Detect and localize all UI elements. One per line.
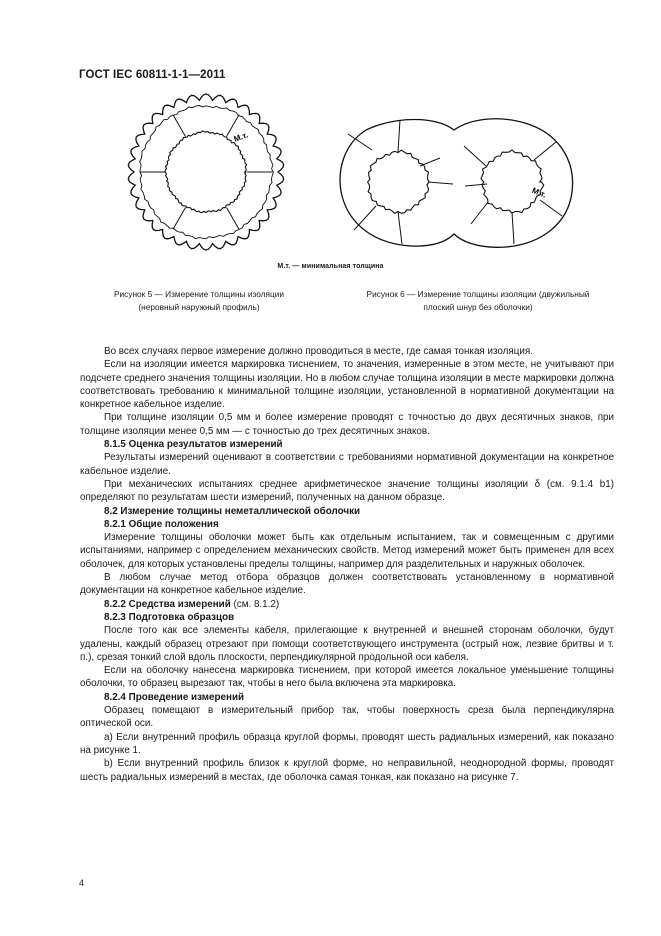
fig5-mt-label: М.т. <box>232 130 250 144</box>
fig6-measurement-line <box>534 142 556 160</box>
section-heading-8-2-2: 8.2.2 Средства измерений (см. 8.1.2) <box>104 598 280 610</box>
paragraph: В любом случае метод отбора образцов должен соответствовать установленному в нормативной документации на конкретное кабельное изделие. <box>80 572 614 597</box>
section-heading-8-2-4: 8.2.4 Проведение измерений <box>104 691 245 703</box>
fig6-measurement-line <box>465 184 487 186</box>
fig6-measurement-line <box>348 134 372 150</box>
paragraph: После того как все элементы кабеля, прилегающие к внутренней и внешней сторонам оболочки, будут удалены, каждый образец отрезают при помощи соответствующего инструмента (острый нож, лезвие бритвы и т. п.), срезая тонкий слой вдоль плоскости, перпендикулярной продольной оси кабеля. <box>80 625 614 663</box>
paragraph: Если на изоляции имеется маркировка тиснением, то значения, измеренные в этом месте, не учитывают при подсчете среднего значения толщины изоляции. Но в любом случае толщина изоляции в месте маркировки должна соответствовать требованию к минимальной толщине изоляции, установленной в нормативной документации на конкретное кабельное изделие. <box>80 359 614 411</box>
paragraph: При толщине изоляции 0,5 мм и более измерение проводят с точностью до двух десятичных знаков, при толщине изоляции менее 0,5 мм — с точностью до трех десятичных знаков. <box>80 412 614 437</box>
fig6-mt-label: М.т. <box>530 185 548 200</box>
figure-5-caption: Рисунок 5 — Измерение толщины изоляции (неровный наружный профиль) <box>114 289 284 312</box>
paragraph: b) Если внутренний профиль близок к круглой форме, но неправильной, неоднородной формы, проводят шесть радиальных измерений в местах, где оболочка самая тонкая, как показано на рисунке 7. <box>80 758 614 783</box>
figure-6-caption: Рисунок 6 — Измерение толщины изоляции (двужильный плоский шнур без оболочки) <box>366 289 590 312</box>
section-heading-8-2-3: 8.2.3 Подготовка образцов <box>104 611 235 623</box>
section-heading-8-2-1: 8.2.1 Общие положения <box>104 518 219 530</box>
fig6-left-core-profile <box>368 150 430 213</box>
document-body <box>80 345 614 784</box>
fig5-measurement-line <box>227 208 240 230</box>
fig6-measurement-line <box>540 200 562 216</box>
paragraph: При механических испытаниях среднее арифметическое значение толщины изоляции δ (см. 9.1.4 b1) определяют по результатам шести измерений, полученных на данном образце. <box>80 478 614 504</box>
fig6-measurement-line <box>398 212 402 244</box>
paragraph: a) Если внутренний профиль образца круглой формы, проводят шесть радиальных измерений, как показано на рисунке 1. <box>80 731 614 756</box>
paragraph: Образец помещают в измерительный прибор так, чтобы поверхность среза была перпендикулярна оптической оси. <box>80 705 614 730</box>
fig6-measurement-line <box>471 202 488 224</box>
figure-legend: М.т. — минимальная толщина <box>277 263 384 270</box>
fig5-inner-profile <box>165 131 247 213</box>
section-heading-8-2: 8.2 Измерение толщины неметаллической оболочки <box>104 505 361 517</box>
fig6-measurement-lines <box>348 120 562 244</box>
paragraph: Во всех случаях первое измерение должно проводиться в месте, где самая тонкая изоляция. <box>104 346 533 357</box>
fig5-measurement-line <box>173 208 186 230</box>
fig6-measurement-line <box>512 212 514 244</box>
figure-5-diagram <box>120 88 295 258</box>
fig6-outer-profile <box>340 119 572 248</box>
page-number: 4 <box>79 878 85 888</box>
paragraph: Измерение толщины оболочки может быть как отдельным испытанием, так и совмещенным с другими испытаниями, например с определением механических свойств. Метод измерений может быть применен для всех оболочек, для которых установлены пределы толщины, например для разделительных и наружных оболочек. <box>80 532 614 570</box>
paragraph: Если на оболочку нанесена маркировка тиснением, при которой имеется локальное уменьшение толщины оболочки, то образец вырезают так, чтобы в него была включена эта маркировка. <box>80 665 614 690</box>
fig5-measurement-line <box>173 115 186 137</box>
fig6-measurement-line <box>428 182 453 184</box>
figure-6-diagram <box>336 116 576 250</box>
paragraph: Результаты измерений оценивают в соответствии с требованиями нормативной документации на конкретное кабельное изделие. <box>80 452 614 477</box>
fig6-measurement-line <box>464 146 486 166</box>
fig6-measurement-line <box>420 158 440 166</box>
fig6-measurement-line <box>354 206 376 230</box>
section-heading-8-1-5: 8.1.5 Оценка результатов измерений <box>104 439 283 451</box>
document-header: ГОСТ IEC 60811-1-1—2011 <box>79 69 226 81</box>
fig6-measurement-line <box>398 120 400 152</box>
